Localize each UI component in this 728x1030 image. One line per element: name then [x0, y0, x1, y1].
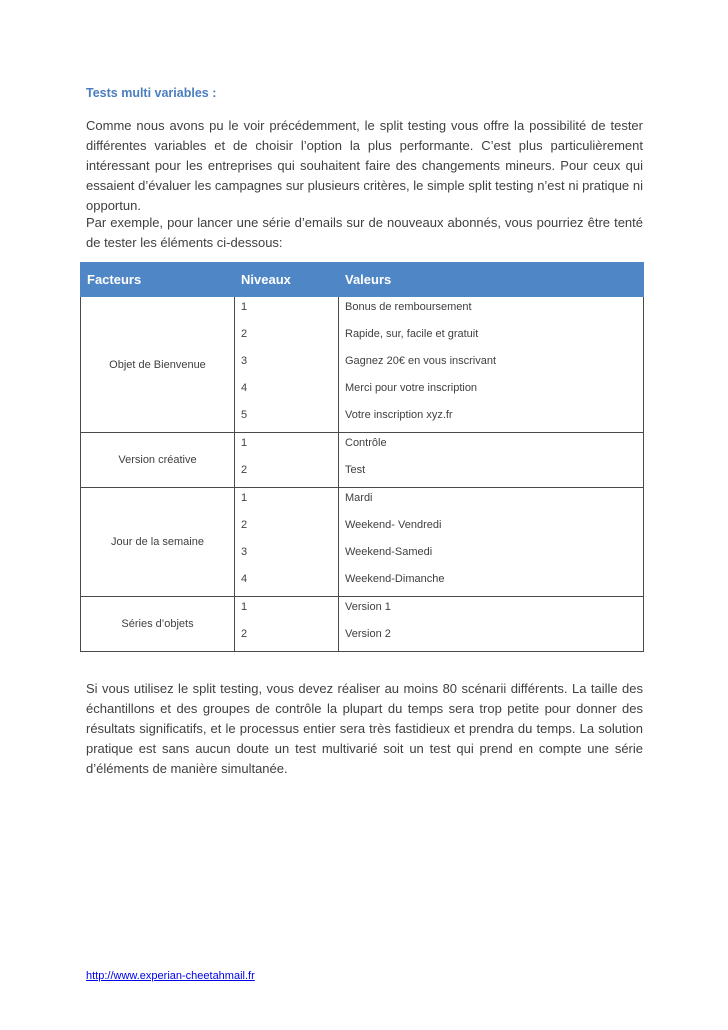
level-value: 1: [241, 437, 248, 449]
value-text: Votre inscription xyz.fr: [345, 409, 453, 421]
value-text: Mardi: [345, 492, 373, 504]
value-text: Merci pour votre inscription: [345, 382, 478, 394]
level-value: 1: [241, 301, 248, 313]
values-cell: [339, 297, 644, 433]
levels-cell: [235, 488, 339, 597]
levels-cell: [235, 597, 339, 652]
values-cell: [339, 488, 644, 597]
table-row: [81, 488, 644, 597]
table-row: [81, 597, 644, 652]
factor-cell: Jour de la semaine: [81, 488, 235, 597]
section-heading: Tests multi variables :: [86, 86, 217, 100]
level-value: 1: [241, 601, 248, 613]
level-value: 3: [241, 355, 248, 367]
factor-cell: Version créative: [81, 433, 235, 488]
factors-table: [80, 262, 644, 652]
level-value: 2: [241, 464, 248, 476]
level-value: 5: [241, 409, 248, 421]
level-value: 4: [241, 573, 248, 585]
intro-paragraph: Comme nous avons pu le voir précédemment, le split testing vous offre la possibilité de tester différentes variables et de choisir l’option la plus performante. C’est plus particulièrement intéressant pour les entreprises qui souhaitent faire des changements mineurs. Pour ceux qui essaient d’évaluer les campagnes sur plusieurs critères, le simple split testing n’est ni pratique ni opportun.: [86, 118, 643, 213]
header-levels: Niveaux: [235, 263, 339, 297]
level-value: 1: [241, 492, 248, 504]
value-text: Rapide, sur, facile et gratuit: [345, 328, 479, 340]
values-cell: [339, 433, 644, 488]
level-value: 4: [241, 382, 248, 394]
value-text: Weekend- Vendredi: [345, 519, 442, 531]
value-text: Weekend-Dimanche: [345, 573, 445, 585]
levels-cell: [235, 433, 339, 488]
table-row: [81, 297, 644, 433]
value-text: Version 2: [345, 628, 391, 640]
value-text: Version 1: [345, 601, 391, 613]
footer-website-link[interactable]: http://www.experian-cheetahmail.fr: [86, 970, 255, 982]
value-text: Weekend-Samedi: [345, 546, 433, 558]
level-value: 2: [241, 328, 248, 340]
value-text: Test: [345, 464, 366, 476]
values-cell: [339, 597, 644, 652]
value-text: Gagnez 20€ en vous inscrivant: [345, 355, 497, 367]
level-value: 2: [241, 519, 248, 531]
value-text: Bonus de remboursement: [345, 301, 472, 313]
header-factors: Facteurs: [81, 263, 235, 297]
conclusion-paragraph: Si vous utilisez le split testing, vous devez réaliser au moins 80 scénarii différents. La taille des échantillons et des groupes de contrôle la plupart du temps sera trop petite pour donner des résultats significatifs, et le processus entier sera très fastidieux et prendra du temps. La solution pratique est sans aucun doute un test multivarié soit un test qui prend en compte une série d’éléments de manière simultanée.: [86, 681, 643, 776]
header-values: Valeurs: [339, 263, 644, 297]
level-value: 3: [241, 546, 248, 558]
level-value: 2: [241, 628, 248, 640]
table-row: [81, 433, 644, 488]
factor-cell: Séries d’objets: [81, 597, 235, 652]
example-paragraph: Par exemple, pour lancer une série d’emails sur de nouveaux abonnés, vous pourriez être tenté de tester les éléments ci-dessous:: [86, 215, 643, 250]
value-text: Contrôle: [345, 437, 387, 449]
table-header-row: [81, 263, 644, 297]
levels-cell: [235, 297, 339, 433]
factor-cell: Objet de Bienvenue: [81, 297, 235, 433]
